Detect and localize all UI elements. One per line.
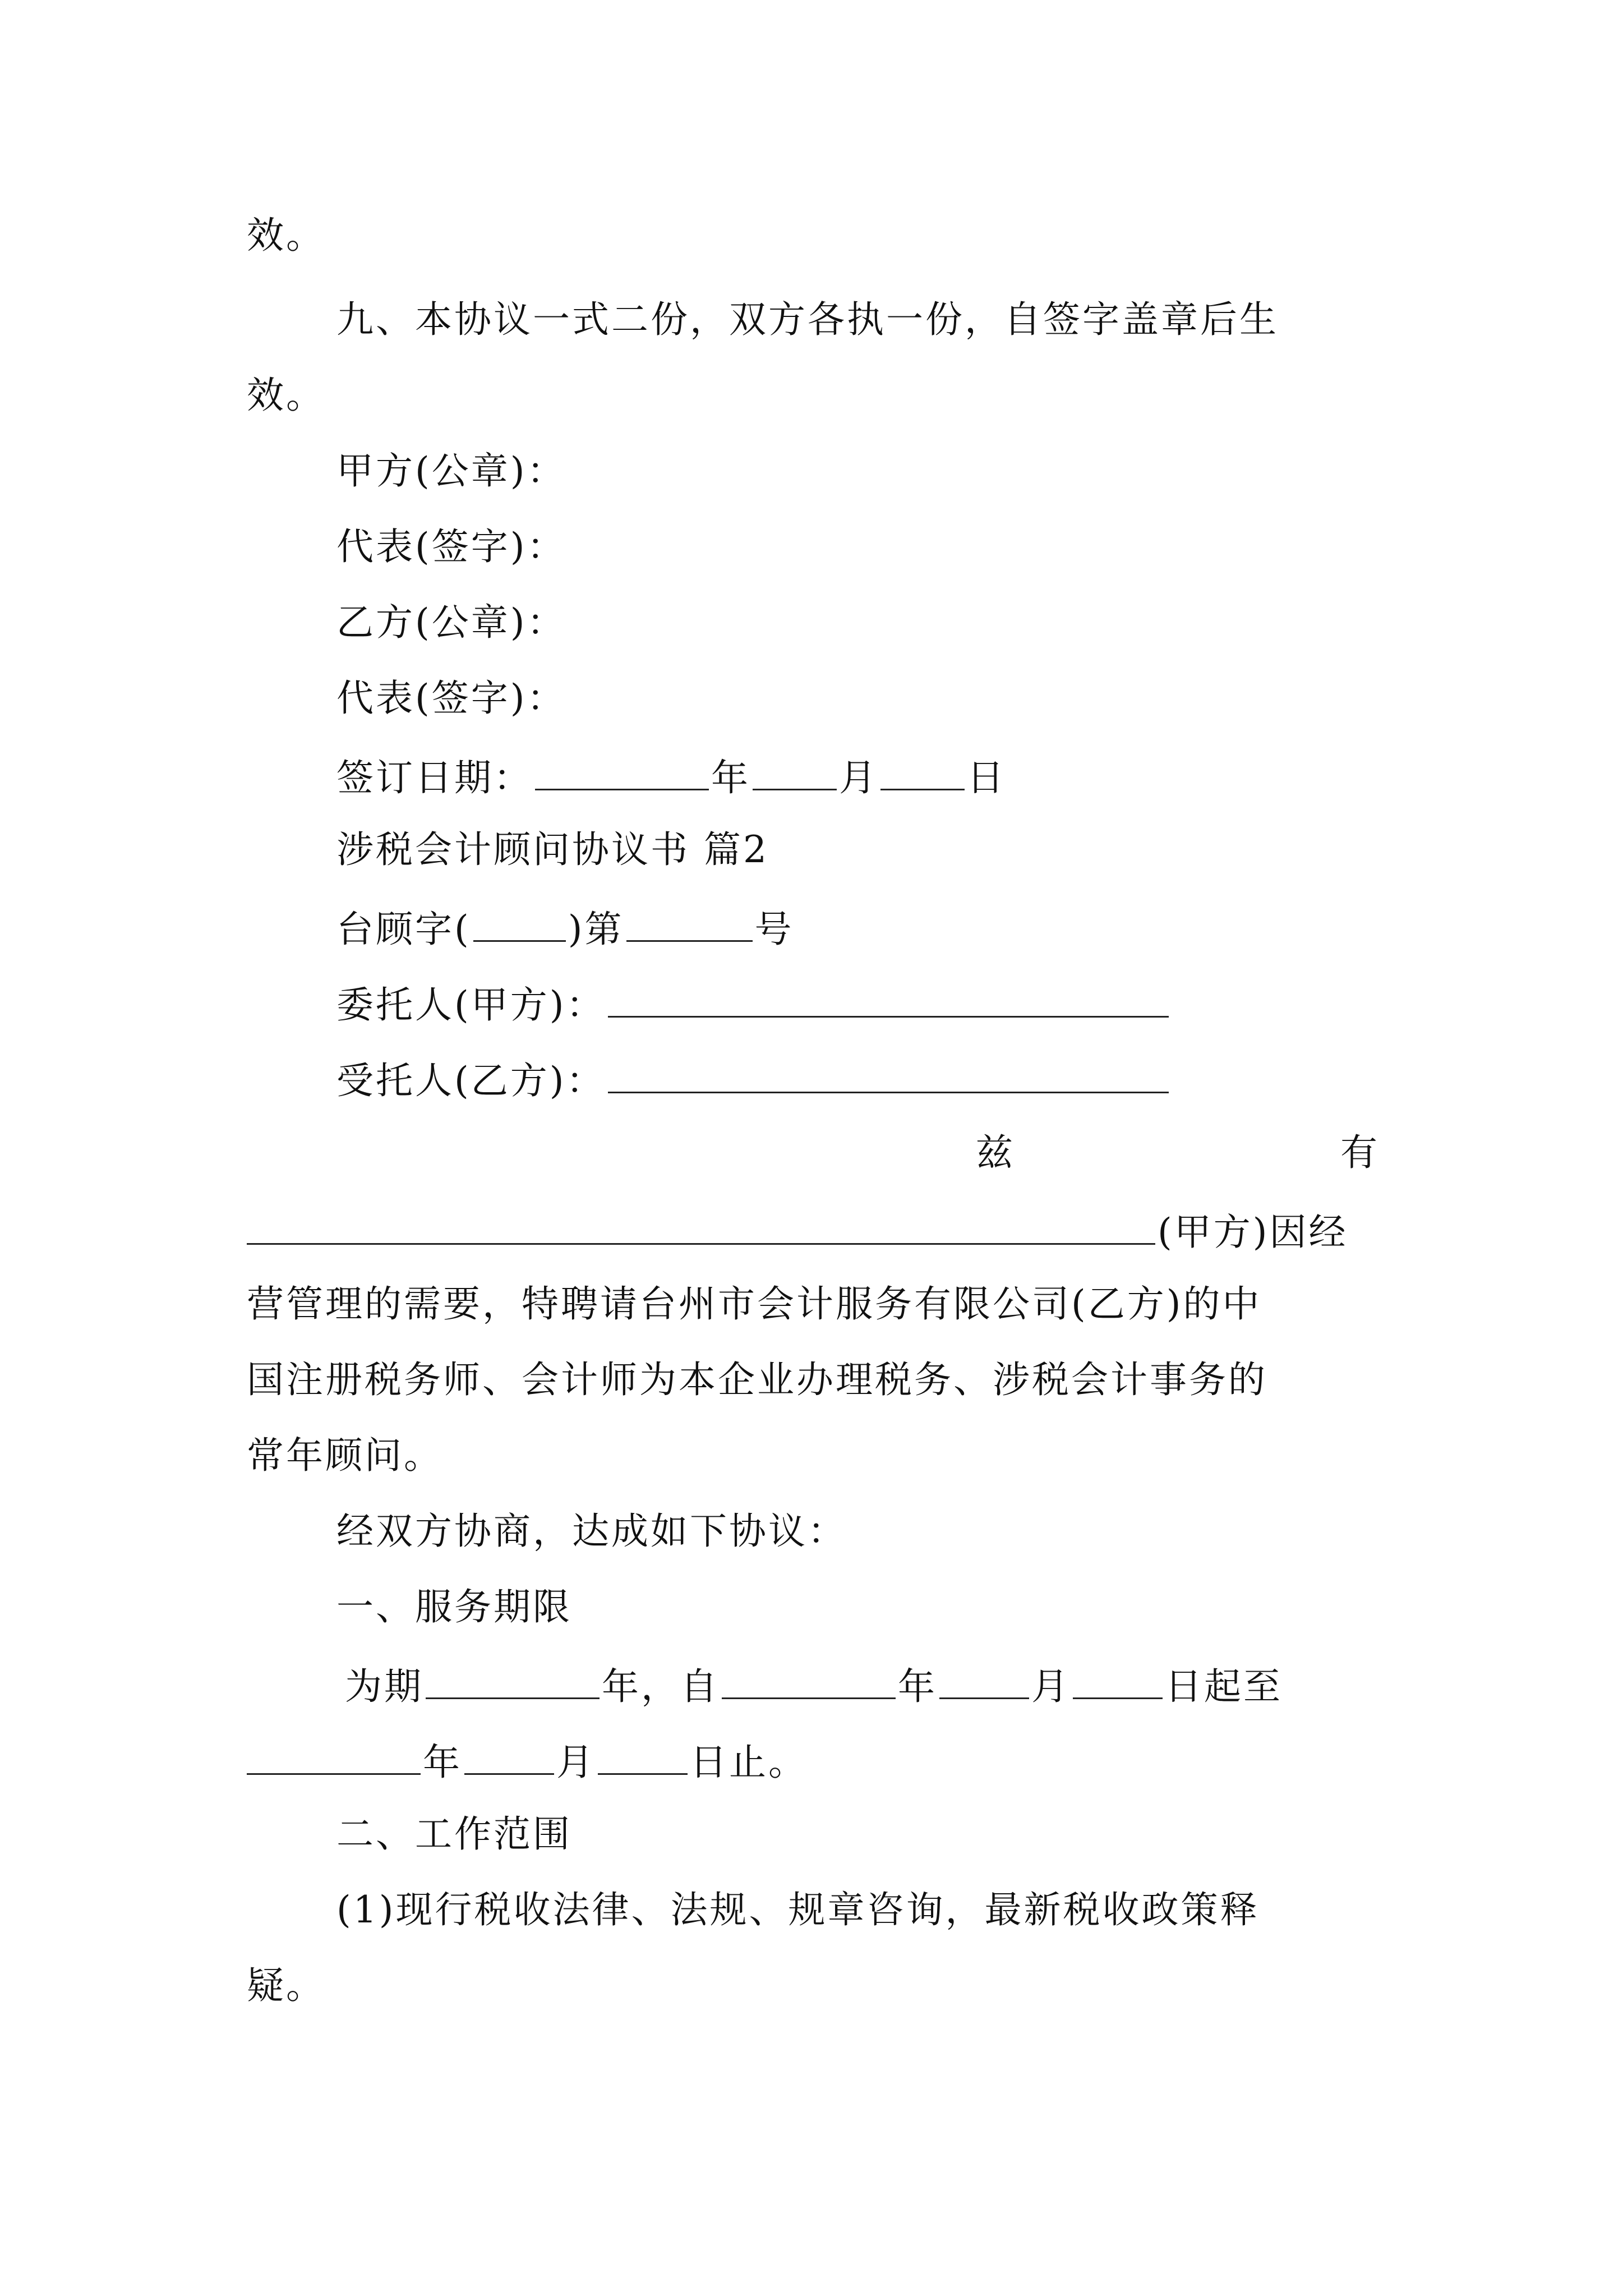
section-heading: 二、工作范围 (336, 1812, 572, 1856)
text: 号 (754, 908, 794, 951)
text: 年，自 (602, 1665, 720, 1708)
client-line (336, 979, 1171, 1028)
text: 为期 (345, 1665, 423, 1708)
text: 有 (1340, 1131, 1380, 1174)
label: 受托人(乙方)： (336, 1059, 606, 1102)
client-blank (608, 979, 1169, 1018)
text: (甲方)因经 (1158, 1211, 1348, 1254)
section-title: 涉税会计顾问协议书 篇2 (336, 828, 769, 871)
start-day-blank (1073, 1660, 1163, 1699)
start-month-blank (939, 1660, 1029, 1699)
section-heading: 一、服务期限 (336, 1585, 572, 1628)
text-line (976, 1130, 1380, 1175)
text-line: 甲方(公章)： (336, 449, 566, 493)
text: 日止。 (690, 1741, 808, 1784)
text: 年 (711, 756, 750, 799)
text: 年 (898, 1665, 937, 1708)
text-line: 代表(签字)： (336, 677, 566, 720)
text: 月 (556, 1741, 596, 1784)
text: 日 (967, 756, 1006, 799)
text-line: 效。 (247, 214, 325, 257)
end-day-blank (598, 1736, 688, 1775)
text-line: 代表(签字)： (336, 525, 566, 568)
text-line: 效。 (247, 374, 325, 417)
term-end-line (247, 1736, 808, 1785)
years-blank (426, 1660, 600, 1699)
label: 签订日期： (336, 756, 533, 799)
text: )第 (568, 908, 624, 951)
text: 日起至 (1165, 1665, 1283, 1708)
day-blank (880, 752, 965, 790)
text-line: 疑。 (247, 1964, 325, 2007)
text-line: 经双方协商，达成如下协议： (336, 1510, 847, 1553)
text-line: (1)现行税收法律、法规、规章咨询，最新税收政策释 (336, 1888, 1260, 1931)
month-blank (753, 752, 837, 790)
text-line: 常年顾问。 (247, 1434, 443, 1477)
text: 年 (423, 1741, 462, 1784)
label: 委托人(甲方)： (336, 983, 606, 1027)
text: 台顾字( (336, 908, 471, 951)
text-line: 九、本协议一式二份，双方各执一份，自签字盖章后生 (336, 298, 1279, 341)
party-a-blank (247, 1206, 1155, 1245)
ref-blank (473, 903, 566, 942)
text-line: 乙方(公章)： (336, 601, 566, 644)
end-month-blank (464, 1736, 554, 1775)
trustee-line (336, 1055, 1171, 1103)
end-year-blank (247, 1736, 421, 1775)
trustee-blank (608, 1055, 1169, 1093)
text: 月 (1031, 1665, 1071, 1708)
reference-line (336, 903, 794, 952)
year-blank (535, 752, 709, 790)
signing-date-line (336, 752, 1006, 800)
start-year-blank (722, 1660, 896, 1699)
text-line: 营管理的需要，特聘请台州市会计服务有限公司(乙方)的中 (247, 1282, 1262, 1326)
number-blank (626, 903, 753, 942)
text: 兹 (976, 1131, 1015, 1174)
text: 月 (839, 756, 878, 799)
party-a-line (247, 1206, 1348, 1255)
term-line (345, 1660, 1283, 1709)
text-line: 国注册税务师、会计师为本企业办理税务、涉税会计事务的 (247, 1358, 1267, 1401)
